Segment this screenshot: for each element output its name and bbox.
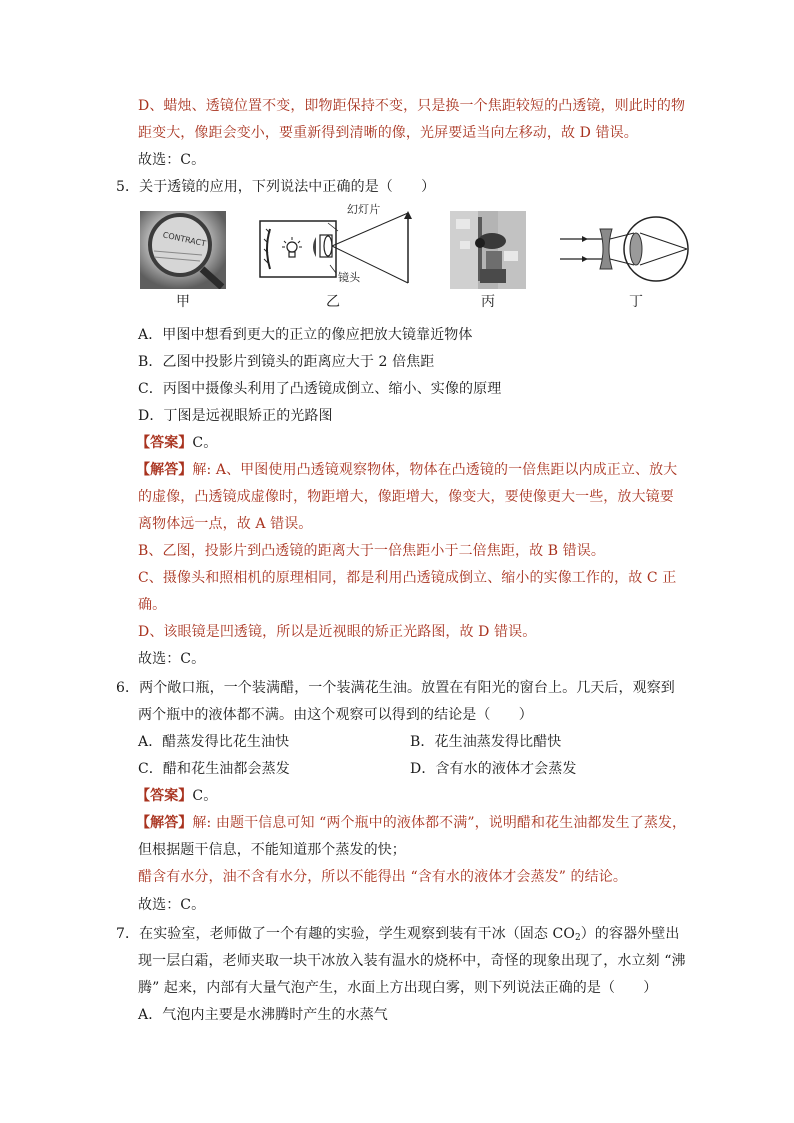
q5-option-a: A．甲图中想看到更大的正立的像应把放大镜靠近物体 [138, 327, 473, 343]
q6-analysis-line3: 醋含有水分，油不含有水分，所以不能得出 “含有水的液体才会蒸发” 的结论。 [138, 869, 627, 885]
q6-option-c: C．醋和花生油都会蒸发 [138, 761, 290, 777]
q4-option-d-line1: D、蜡烛、透镜位置不变，即物距保持不变，只是换一个焦距较短的凸透镜，则此时的物 [138, 98, 686, 114]
q5-answer [136, 433, 217, 453]
q6-pick: 故选：C。 [138, 897, 206, 913]
q5-analysis-line3: 离物体远一点，故 A 错误。 [138, 516, 313, 532]
q5-option-b: B．乙图中投影片到镜头的距离应大于 2 倍焦距 [138, 354, 435, 370]
q7-stem-line1-b: ）的容器外壁出 [580, 926, 680, 942]
q5-option-d: D．丁图是远视眼矫正的光路图 [138, 408, 333, 424]
q5-analysis-d: D、该眼镜是凹透镜，所以是近视眼的矫正光路图，故 D 错误。 [138, 624, 537, 640]
slide-label: 幻灯片 [347, 203, 381, 216]
q7-stem-line3: 腾” 起来，内部有大量气泡产生，水面上方出现白雾，则下列说法正确的是（ ） [138, 980, 658, 996]
analysis-tag: 【解答】 [136, 815, 193, 831]
q4-option-d-line2: 距变大，像距会变小，要重新得到清晰的像，光屏要适当向左移动，故 D 错误。 [138, 125, 638, 141]
q6-answer [136, 786, 217, 806]
q7-option-a: A．气泡内主要是水沸腾时产生的水蒸气 [138, 1007, 388, 1023]
magnifier-photo [140, 211, 226, 289]
q7-stem-line2: 现一层白霜，老师夹取一块干冰放入装有温水的烧杯中，奇怪的现象出现了，水立刻 “沸 [138, 953, 686, 969]
q7-stem-line1-a: 7．在实验室，老师做了一个有趣的实验，学生观察到装有干冰（固态 CO [116, 926, 575, 942]
analysis-text: 解: 由题干信息可知 “两个瓶中的液体都不满”，说明醋和花生油都发生了蒸发， [192, 815, 687, 831]
q5-figures [138, 203, 698, 315]
q6-stem-line2: 两个瓶中的液体都不满。由这个观察可以得到的结论是（ ） [138, 707, 533, 723]
q6-analysis-line1 [136, 813, 686, 833]
camera-photo [450, 211, 526, 289]
co2-subscript: 2 [574, 933, 581, 943]
q5-stem: 5．关于透镜的应用，下列说法中正确的是（ ） [116, 179, 436, 195]
q5-analysis-c-line2: 确。 [138, 597, 167, 613]
q7-stem-line1 [116, 924, 679, 944]
fig-label-ding: 丁 [629, 294, 643, 310]
eye-correction-diagram [560, 211, 692, 291]
answer-value: C。 [192, 435, 218, 451]
q6-option-b: B．花生油蒸发得比醋快 [410, 734, 562, 750]
q5-analysis-line1 [136, 460, 677, 480]
q6-option-d: D．含有水的液体才会蒸发 [410, 761, 577, 777]
fig-label-yi: 乙 [326, 294, 340, 310]
q4-pick: 故选：C。 [138, 152, 206, 168]
q5-analysis-b: B、乙图，投影片到凸透镜的距离大于一倍焦距小于二倍焦距，故 B 错误。 [138, 543, 605, 559]
analysis-tag: 【解答】 [136, 462, 193, 478]
fig-label-bing: 丙 [481, 294, 495, 310]
q6-analysis-line2: 但根据题干信息，不能知道那个蒸发的快； [138, 842, 406, 858]
q6-option-a: A．醋蒸发得比花生油快 [138, 734, 290, 750]
q5-pick: 故选：C。 [138, 651, 206, 667]
answer-tag: 【答案】 [136, 788, 193, 804]
q5-option-c: C．丙图中摄像头利用了凸透镜成倒立、缩小、实像的原理 [138, 381, 502, 397]
q5-analysis-line2: 的虚像，凸透镜成虚像时，物距增大，像距增大，像变大，要使像更大一些，放大镜要 [138, 489, 674, 505]
answer-tag: 【答案】 [136, 435, 193, 451]
analysis-text: 解: A、甲图使用凸透镜观察物体，物体在凸透镜的一倍焦距以内成正立、放大 [192, 462, 678, 478]
fig-label-jia: 甲 [176, 294, 190, 310]
lens-label: 镜头 [338, 271, 361, 284]
answer-value: C。 [192, 788, 218, 804]
contract-text: CONTRACT [161, 230, 207, 249]
q6-stem-line1: 6．两个敞口瓶，一个装满醋，一个装满花生油。放置在有阳光的窗台上。几天后，观察到 [116, 680, 675, 696]
q5-analysis-c-line1: C、摄像头和照相机的原理相同，都是利用凸透镜成倒立、缩小的实像工作的，故 C 正 [138, 570, 677, 586]
